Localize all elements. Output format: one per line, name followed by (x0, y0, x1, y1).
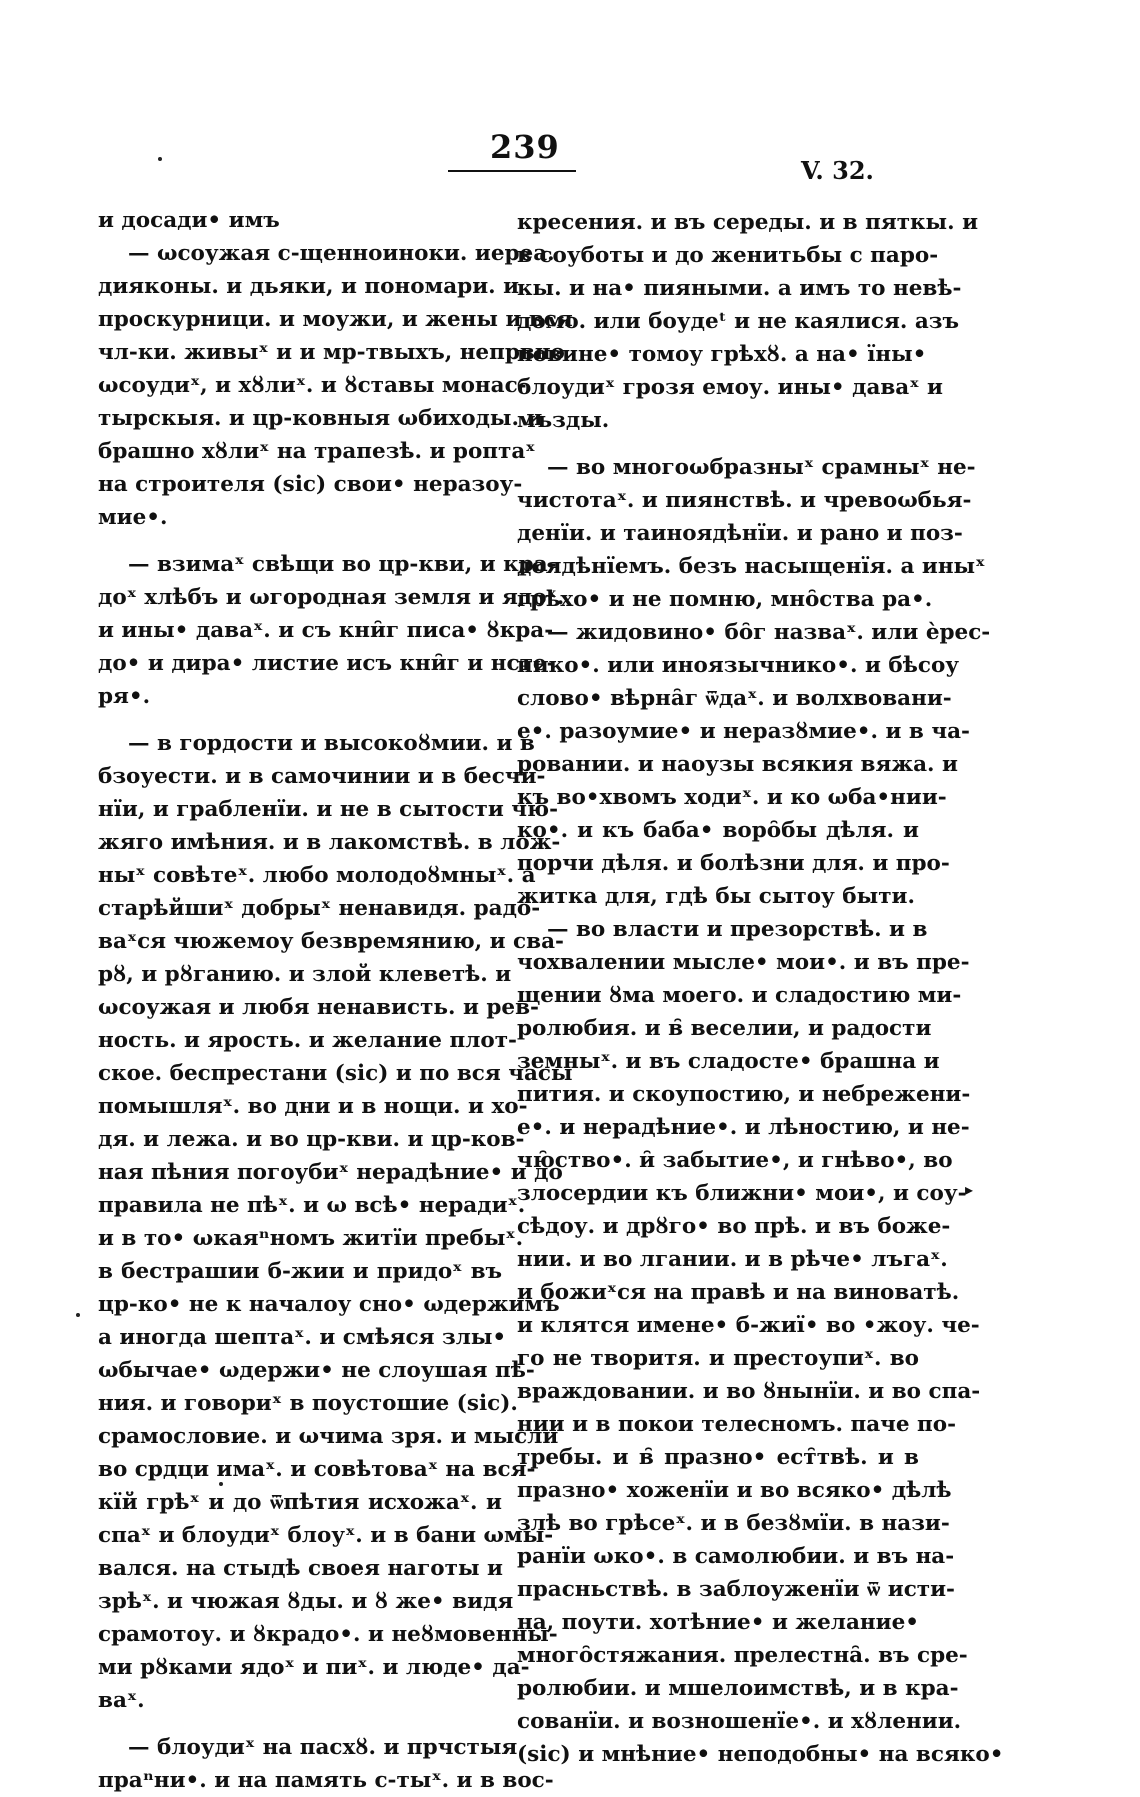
text-line: ролюбия. и в̑ веселии, и радости (517, 1016, 932, 1041)
text-line: празно• хоженїи и во всяко• дѣлѣ (517, 1478, 952, 1503)
text-line: е•. и нерадѣние•. и лѣностию, и не- (517, 1115, 970, 1140)
text-line: слово• вѣрна̑г ѿдаˣ. и волхвовани- (517, 686, 952, 711)
text-line: на строителя (sic) свои• неразоу- (98, 472, 523, 497)
text-line: помышляˣ. во дни и в нощи. и хо- (98, 1094, 528, 1119)
text-line: грѣхо• и не помню, мно̑ства ра•. (517, 587, 933, 612)
text-line: в соуботы и до женитьбы с паро- (517, 243, 939, 268)
page-number: 239 (490, 128, 560, 166)
text-line: е•. разоумие• и неразȣмие•. и в ча- (517, 719, 970, 744)
text-line: къ во•хвомъ ходиˣ. и ко ωба•нии- (517, 785, 947, 810)
text-line: домо. или боудеᵗ и не каялися. азъ (517, 309, 959, 334)
text-line: ωсоудиˣ, и хȣлиˣ. и ȣставы монас- (98, 373, 527, 398)
text-line: ныˣ совѣтеˣ. любо молодоȣмныˣ. а (98, 863, 536, 888)
text-line: — взимаˣ свѣщи во цр-кви, и кра- (128, 552, 557, 577)
text-line: праⁿни•. и на память с-тыˣ. и в вос- (98, 1768, 554, 1793)
text-line: — блоудиˣ на пасхȣ. и прчстыя (128, 1735, 518, 1760)
text-line: чл-ки. живыˣ и и мр-твыхъ, непрвно (98, 340, 565, 365)
text-line: требы. и в̑ празно• ест̑твѣ. и в (517, 1445, 919, 1470)
signature-mark: V. 32. (801, 156, 874, 185)
text-line: злосердии къ ближни• мои•, и соу- (517, 1181, 967, 1206)
text-line: нии. и во лгании. и в рѣче• лъгаˣ. (517, 1247, 948, 1272)
text-line: (sic) и мнѣние• неподобны• на всяко• (517, 1742, 1004, 1767)
text-line: спаˣ и блоудиˣ блоуˣ. и в бани ωмы- (98, 1523, 554, 1548)
text-line: доˣ хлѣбъ и ωгородная земля и ядоˣ. (98, 585, 565, 610)
text-line: ское. беспрестани (sic) и по вся часы (98, 1061, 573, 1086)
text-line: мъзды. (517, 408, 610, 433)
text-line: ко•. и къ баба• воро̑бы дѣля. и (517, 818, 919, 843)
text-line: ная пѣния погоубиˣ нерадѣние• и до (98, 1160, 563, 1185)
text-line: старѣйшиˣ добрыˣ ненавидя. радо- (98, 896, 541, 921)
text-line: го не творитя. и престоупиˣ. во (517, 1346, 919, 1371)
text-line: нико•. или иноязычнико•. и бѣсоу (517, 653, 960, 678)
text-line: — в гордости и высокоȣмии. и в (128, 731, 535, 756)
text-line: ря•. (98, 684, 151, 709)
text-line: мие•. (98, 505, 168, 530)
text-line: вался. на стыдѣ своея наготы и (98, 1556, 503, 1581)
stray-dot (158, 157, 162, 161)
text-line: ния. и говориˣ в поустошие (sic). (98, 1391, 518, 1416)
text-line: брашно хȣлиˣ на трапезѣ. и роптаˣ (98, 439, 536, 464)
text-line: ωсоужая и любя ненависть. и рев- (98, 995, 539, 1020)
text-line: и божиˣся на правѣ и на виноватѣ. (517, 1280, 960, 1305)
text-line: и досади• имъ (98, 208, 280, 233)
text-line: злѣ во грѣсеˣ. и в безȣмїи. в нази- (517, 1511, 950, 1536)
text-line: денїи. и таиноядѣнїи. и рано и поз- (517, 521, 963, 546)
text-line: а иногда шептаˣ. и смѣяся злы• (98, 1325, 507, 1350)
stray-dot (76, 1313, 80, 1317)
text-line: жяго имѣния. и в лакомствѣ. в лож- (98, 830, 561, 855)
text-line: враждовании. и во ȣнынїи. и во спа- (517, 1379, 981, 1404)
text-line: ми рȣками ядоˣ и пиˣ. и люде• да- (98, 1655, 530, 1680)
text-line: на, поути. хотѣние• и желание• (517, 1610, 919, 1635)
text-line: зрѣˣ. и чюжая ȣды. и ȣ же• видя (98, 1589, 514, 1614)
text-line: нии и в покои телесномъ. паче по- (517, 1412, 957, 1437)
text-line: земныˣ. и въ сладосте• брашна и (517, 1049, 940, 1074)
text-line: ωбычае• ωдержи• не слоушая пѣ- (98, 1358, 535, 1383)
text-line: тырскыя. и цр-ковныя ωбиходы. и (98, 406, 543, 431)
text-line: срамословие. и ωчима зря. и мысли (98, 1424, 559, 1449)
text-line: ваˣся чюжемоу безвремянию, и сва- (98, 929, 564, 954)
text-line: — во многоωбразныˣ срамныˣ не- (547, 455, 976, 480)
text-line: проскурници. и моужи, и жены и вся (98, 307, 573, 332)
text-line: порчи дѣля. и болѣзни для. и про- (517, 851, 950, 876)
text-line: кресения. и въ середы. и в пяткы. и (517, 210, 979, 235)
text-line: ность. и ярость. и желание плот- (98, 1028, 517, 1053)
text-line: и клятся имене• б-жиї• во •жоу. че- (517, 1313, 980, 1338)
text-line: срамотоу. и ȣкрадо•. и неȣмовенны- (98, 1622, 558, 1647)
text-line: чистотаˣ. и пиянствѣ. и чревоωбья- (517, 488, 972, 513)
margin-mark: ▸ (965, 1180, 974, 1199)
text-line: нїи, и грабленїи. и не в сытости чю- (98, 797, 559, 822)
text-line: правила не пѣˣ. и ω всѣ• нерадиˣ. (98, 1193, 526, 1218)
text-line: дя. и лежа. и во цр-кви. и цр-ков- (98, 1127, 525, 1152)
text-line: и ины• даваˣ. и съ кни̑г писа• ȣкра- (98, 618, 554, 643)
text-line: чю̑ство•. и̑ забытие•, и гнѣво•, во (517, 1148, 953, 1173)
text-line: бзоуести. и в самочинии и в бесчи- (98, 764, 546, 789)
text-line: ранїи ωко•. в самолюбии. и въ на- (517, 1544, 955, 1569)
text-line: много̑стяжания. прелестна̑. въ сре- (517, 1643, 968, 1668)
text-line: ваˣ. (98, 1688, 145, 1713)
right-text-column (517, 206, 1004, 1771)
text-line: кы. и на• пияными. а имъ то невѣ- (517, 276, 962, 301)
text-line: до• и дира• листие исъ кни̑г и нстe- (98, 651, 556, 676)
text-line: пития. и скоупостию, и небрежени- (517, 1082, 971, 1107)
text-line: житка для, гдѣ бы сытоу быти. (517, 884, 915, 909)
text-line: во срдци имаˣ. и совѣтоваˣ на вся- (98, 1457, 536, 1482)
text-line: ровании. и наоузы всякия вяжа. и (517, 752, 958, 777)
text-line: — во власти и презорствѣ. и в (547, 917, 928, 942)
text-line: блоудиˣ грозя емоу. ины• даваˣ и (517, 375, 943, 400)
text-line: и в то• ωкаяⁿномъ житїи пребыˣ. (98, 1226, 524, 1251)
text-line: кїй грѣˣ и до ѿпѣтия исхожаˣ. и (98, 1490, 502, 1515)
text-line: — жидовино• бо̑г назваˣ. или ѐрес- (547, 620, 991, 645)
text-line: в бестрашии б-жии и придоˣ въ (98, 1259, 502, 1284)
text-line: прасньствѣ. в заблоуженїи ѿ исти- (517, 1577, 955, 1602)
text-line: сѣдоу. и дрȣго• во прѣ. и въ боже- (517, 1214, 951, 1239)
text-line: доядѣнїемъ. безъ насыщенїя. а иныˣ (517, 554, 986, 579)
header-rule (448, 170, 576, 172)
text-line: — ωсоужая с-щенноиноки. иереа. (128, 241, 555, 266)
text-line: цр-ко• не к началоу сно• ωдержимъ (98, 1292, 560, 1317)
text-line: рȣ, и рȣганию. и злой клеветѣ. и (98, 962, 512, 987)
text-line: дияконы. и дьяки, и пономари. и (98, 274, 520, 299)
text-line: сованїи. и вознoшенїе•. и хȣлении. (517, 1709, 962, 1734)
text-line: чохвалении мысле• мои•. и въ пре- (517, 950, 970, 975)
text-line: щении ȣма моего. и сладостию ми- (517, 983, 962, 1008)
text-line: повине• томоу грѣхȣ. а на• їны• (517, 342, 927, 367)
text-line: ролюбии. и мшелоимствѣ, и в кра- (517, 1676, 959, 1701)
